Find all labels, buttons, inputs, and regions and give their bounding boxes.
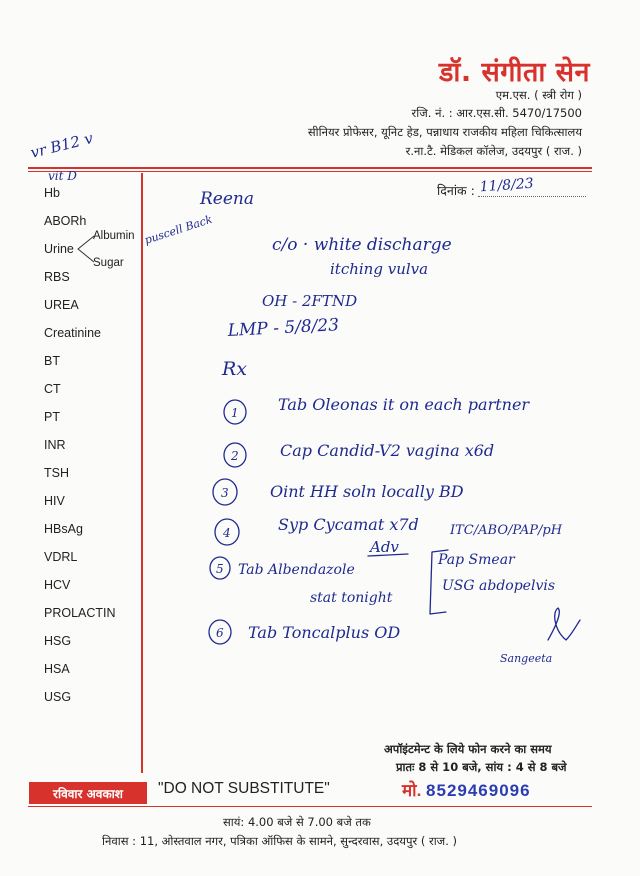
- college-name: र.ना.टै. मेडिकल कॉलेज, उदयपुर ( राज. ): [405, 144, 582, 158]
- test-item: VDRL: [44, 550, 78, 564]
- phone-digits: 8529469096: [426, 781, 531, 800]
- test-item: HSG: [44, 634, 72, 648]
- handwritten-advice-1: ITC/ABO/PAP/pH: [450, 523, 563, 538]
- sunday-holiday-badge: रविवार अवकाश: [29, 782, 147, 804]
- phone-prefix: मो.: [402, 781, 422, 800]
- test-item: HBsAg: [44, 522, 83, 536]
- handwritten-med-2: Cap Candid-V2 vagina x6d: [280, 441, 495, 460]
- date-label: दिनांक :: [437, 183, 475, 198]
- svg-text:3: 3: [221, 486, 229, 500]
- doctor-degree: एम.एस. ( स्त्री रोग ): [495, 88, 582, 102]
- test-item: TSH: [44, 466, 69, 480]
- evening-timing: सायं: 4.00 बजे से 7.00 बजे तक: [223, 815, 371, 829]
- doctor-designation: सीनियर प्रोफेसर, यूनिट हेड, पन्नाधाय राजकीय महिला चिकित्सालय: [307, 125, 582, 139]
- handwritten-complaint-1: c/o · white discharge: [272, 235, 452, 255]
- test-item: CT: [44, 382, 61, 396]
- handwritten-patient-name: Reena: [200, 189, 255, 209]
- handwritten-signature: Sangeeta: [500, 652, 553, 665]
- test-item: RBS: [44, 270, 70, 284]
- handwritten-complaint-2: itching vulva: [330, 260, 429, 278]
- handwritten-oh: OH - 2FTND: [262, 292, 358, 310]
- svg-text:5: 5: [216, 562, 224, 576]
- handwritten-corner-note: vr B12 v: [28, 128, 95, 162]
- handwritten-med-5: Tab Albendazole: [238, 562, 355, 578]
- handwritten-med-6: Tab Toncalplus OD: [248, 623, 401, 642]
- test-item: HIV: [44, 494, 65, 508]
- test-item: USG: [44, 690, 72, 704]
- handwritten-corner-note-2: vit D: [48, 169, 77, 183]
- urine-label: Urine: [44, 242, 74, 256]
- test-item: PROLACTIN: [44, 606, 116, 620]
- test-item: Creatinine: [44, 326, 101, 340]
- footer-divider: [28, 806, 592, 807]
- test-item: UREA: [44, 298, 79, 312]
- registration-number: रजि. नं. : आर.एस.सी. 5470/17500: [411, 106, 582, 120]
- appointment-title: अपॉइंटमेन्ट के लिये फोन करने का समय: [384, 742, 552, 756]
- svg-text:6: 6: [216, 626, 224, 640]
- test-item: HCV: [44, 578, 71, 592]
- test-item: INR: [44, 438, 66, 452]
- urine-sugar: Sugar: [93, 257, 124, 269]
- handwritten-lmp: LMP - 5/8/23: [227, 315, 340, 341]
- test-item: BT: [44, 354, 60, 368]
- test-item: PT: [44, 410, 60, 424]
- urine-albumin: Albumin: [93, 230, 135, 242]
- handwritten-advice-label: Adv: [370, 538, 399, 556]
- svg-text:1: 1: [231, 406, 239, 420]
- handwritten-side-note: puscell Back: [142, 212, 214, 247]
- test-item: Hb: [44, 186, 60, 200]
- handwritten-advice-3: USG abdopelvis: [442, 578, 556, 594]
- handwritten-med-4: Syp Cycamat x7d: [278, 515, 419, 534]
- handwritten-date: 11/8/23: [479, 175, 535, 196]
- test-item: ABORh: [44, 214, 87, 228]
- residence-address: निवास : 11, ओस्तवाल नगर, पत्रिका ऑफिस के सामने, सुन्दरवास, उदयपुर ( राज. ): [102, 834, 458, 848]
- handwritten-rx: Rx: [222, 358, 248, 380]
- doctor-name: डॉ. संगीता सेन: [438, 57, 590, 88]
- handwritten-med-3: Oint HH soln locally BD: [270, 482, 464, 501]
- signature-scribble: [548, 608, 580, 640]
- handwritten-med-1: Tab Oleonas it on each partner: [278, 395, 530, 414]
- svg-text:4: 4: [223, 526, 231, 540]
- handwritten-advice-2: Pap Smear: [438, 552, 515, 568]
- svg-text:2: 2: [231, 449, 239, 463]
- test-item: HSA: [44, 662, 70, 676]
- handwritten-med-5b: stat tonight: [310, 590, 393, 606]
- appointment-timing: प्रातः 8 से 10 बजे, सांय : 4 से 8 बजे: [396, 760, 567, 774]
- do-not-substitute: "DO NOT SUBSTITUTE": [158, 780, 330, 797]
- phone-number: [402, 778, 531, 801]
